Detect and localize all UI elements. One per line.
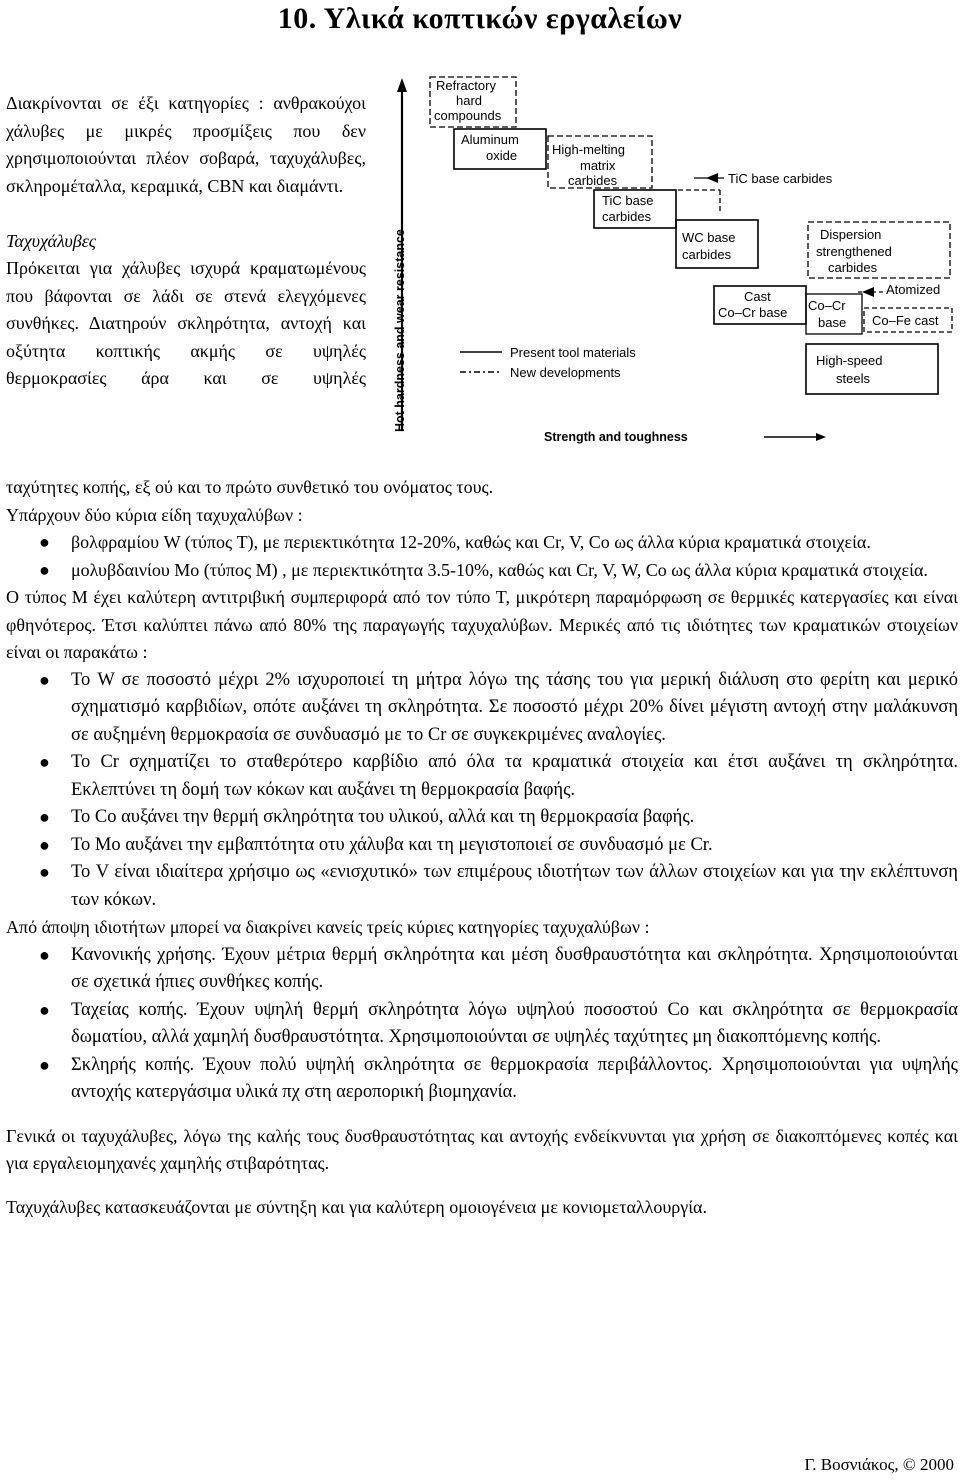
x-axis-label: Strength and toughness: [544, 430, 688, 444]
powder-paragraph: Ταχυχάλυβες κατασκευάζονται με σύντηξη και για καλύτερη ομοιογένεια με κονιομεταλλουργία.: [6, 1196, 707, 1217]
hss-types-list: [6, 529, 958, 584]
list-item: ● Κανονικής χρήσης. Έχουν μέτρια θερμή σκληρότητα και μέση δυσθραυστότητα και σκληρότητα. Χρησιμοποιούνται σε σχετικά ήπιες συνθήκες κοπής.: [39, 944, 958, 992]
y-axis-label: Hot hardness and wear resistance: [393, 229, 407, 432]
cast-line2: Co–Cr base: [718, 305, 788, 320]
refractory-line3: compounds: [434, 108, 502, 123]
list-item: ● Σκληρής κοπής. Έχουν πολύ υψηλή σκληρότητα σε θερμοκρασία περιβάλλοντος. Χρησιμοποιούνται για υψηλής αντοχής κατεργάσιμα υλικά πχ στη αεροπορική βιομηχανία.: [39, 1054, 958, 1102]
diagram-svg: [388, 72, 960, 452]
co-cr-line1: Co–Cr: [808, 298, 846, 313]
continuation-paragraph: ταχύτητες κοπής, εξ ού και το πρώτο συνθετικό του ονόματος τους.: [6, 477, 494, 497]
intro-column: [6, 90, 366, 393]
refractory-line2: hard: [456, 93, 483, 108]
high-melting-line1: High-melting: [552, 142, 625, 157]
list-item: ● Ταχείας κοπής. Έχουν υψηλή θερμή σκληρότητα λόγω υψηλού ποσοστού Co και σκληρότητα σε θερμοκρασία δωματίου, αλλά χαμηλή δυσθραυστότητα. Χρησιμοποιούνται σε υψηλές ταχύτητες μη διακοπτόμενης κοπής.: [39, 999, 958, 1047]
hss-line2: steels: [836, 371, 870, 386]
legend-present: Present tool materials: [510, 345, 636, 360]
wc-line1: WC base: [682, 230, 736, 245]
list-item: ● Το V είναι ιδιαίτερα χρήσιμο ως «ενισχυτικό» των επιμέρους ιδιοτήτων των άλλων στοιχείων και για την εκλέπτυνση των κόκων.: [39, 862, 958, 910]
type-m-paragraph: Ο τύπος Μ έχει καλύτερη αντιτριβική συμπεριφορά από τον τύπο Τ, μικρότερη παραμόρφωση σε θερμικές κατεργασίες και είναι φθηνότερος. Έτσι καλύπτει πάνω από 80% της παραγωγής ταχυχαλύβων. Μερικές από τις ιδιότητες των κραματικών στοιχείων είναι οι παρακάτω :: [6, 587, 958, 662]
list-item: ● Το Co αυξάνει την θερμή σκληρότητα του υλικού, αλλά και τη θερμοκρασία βαφής.: [39, 807, 695, 827]
cast-line1: Cast: [744, 289, 771, 304]
section-heading-hss: Ταχυχάλυβες: [6, 230, 97, 251]
atomized-label: Atomized: [886, 282, 941, 297]
y-axis-arrow: [397, 78, 407, 92]
intro-paragraph: Διακρίνονται σε έξι κατηγορίες : ανθρακούχοι χάλυβες με μικρές προσμίξεις που δεν χρησιμοποιούνται πλέον σοβαρά, ταχυχάλυβες, σκληρομέταλλα, κεραμικά, CBN και διαμάντι.: [6, 93, 366, 196]
high-melting-line2: matrix: [580, 158, 616, 173]
hss-line1: High-speed: [816, 353, 883, 368]
high-melting-line3: carbides: [568, 173, 618, 188]
aluminum-line2: oxide: [486, 148, 518, 163]
list-item: ● βολφραμίου W (τύπος T), με περιεκτικότητα 12-20%, καθώς και Cr, V, Co ως άλλα κύρια κραματικά στοιχεία.: [39, 532, 871, 552]
dispersion-line3: carbides: [828, 260, 878, 275]
dispersion-line2: strengthened: [816, 244, 892, 259]
types-intro: Υπάρχουν δύο κύρια είδη ταχυχαλύβων :: [6, 504, 303, 525]
dispersion-line1: Dispersion: [820, 227, 882, 242]
refractory-line1: Refractory: [436, 78, 496, 93]
list-item: ● Το W σε ποσοστό μέχρι 2% ισχυροποιεί τη μήτρα λόγω της τάσης του για μερική διάλυση στο φερίτη και μερικό σχηματισμό καρβιδίων, οπότε αυξάνει τη σκληρότητα. Σε ποσοστό μέχρι 20% δίνει μέγιστη αντοχή στην μαλάκυνση σε αυξημένη θερμοκρασία σε συνδυασμό με το Cr σε συγκεκριμένες αναλογίες.: [39, 669, 958, 745]
co-cr-line2: base: [818, 315, 847, 330]
x-axis-arrow: [816, 433, 826, 441]
legend-new: New developments: [510, 365, 621, 380]
tool-materials-diagram: [388, 72, 960, 452]
usage-categories-list: [6, 942, 958, 1107]
tic-inner-line2: carbides: [602, 209, 652, 224]
tic-outer-label: TiC base carbides: [728, 171, 833, 186]
list-item: ● Το Mo αυξάνει την εμβαπτότητα οτυ χάλυβα και τη μεγιστοποιεί σε συνδυασμό με Cr.: [39, 834, 713, 855]
body-text: [6, 474, 958, 1221]
footer-author: Γ. Βοσνιάκος, © 2000: [804, 1455, 954, 1474]
alloy-elements-list: [6, 667, 958, 915]
page-title: 10. Υλικά κοπτικών εργαλείων: [277, 2, 683, 35]
usage-intro: Από άποψη ιδιοτήτων μπορεί να διακρίνει κανείς τρείς κύριες κατηγορίες ταχυχαλύβων :: [6, 917, 650, 937]
high-speed-box: [806, 344, 938, 394]
co-fe-label: Co–Fe cast: [872, 313, 939, 328]
intro-hss-paragraph: Πρόκειται για χάλυβες ισχυρά κραματωμένους που βάφονται σε λάδι σε στενά ελεγχόμενες συνθήκες. Διατηρούν σκληρότητα, αντοχή και οξύτητα κοπτικής ακμής σε υψηλές θερμοκρασίες άρα και σε υψηλές: [6, 258, 366, 388]
list-item: ● Το Cr σχηματίζει το σταθερότερο καρβίδιο από όλα τα κραματικά στοιχεία και έτσι αυξάνει τη σκληρότητα. Εκλεπτύνει τη δομή των κόκων και αυξάνει τη θερμοκρασία βαφής.: [39, 752, 958, 800]
wc-line2: carbides: [682, 247, 732, 262]
list-item: ● μολυβδαινίου Mo (τύπος M) , με περιεκτικότητα 3.5-10%, καθώς και Cr, V, W, Co ως άλλα κύρια κραματικά στοιχεία.: [39, 559, 928, 580]
tic-inner-line1: TiC base: [602, 193, 654, 208]
aluminum-line1: Aluminum: [461, 132, 519, 147]
general-paragraph: Γενικά οι ταχυχάλυβες, λόγω της καλής τους δυσθραυστότητας και αντοχής ενδείκνυνται για χρήση σε διακοπτόμενες κοπές και για εργαλειομηχανές χαμηλής στιβαρότητας.: [6, 1125, 958, 1173]
